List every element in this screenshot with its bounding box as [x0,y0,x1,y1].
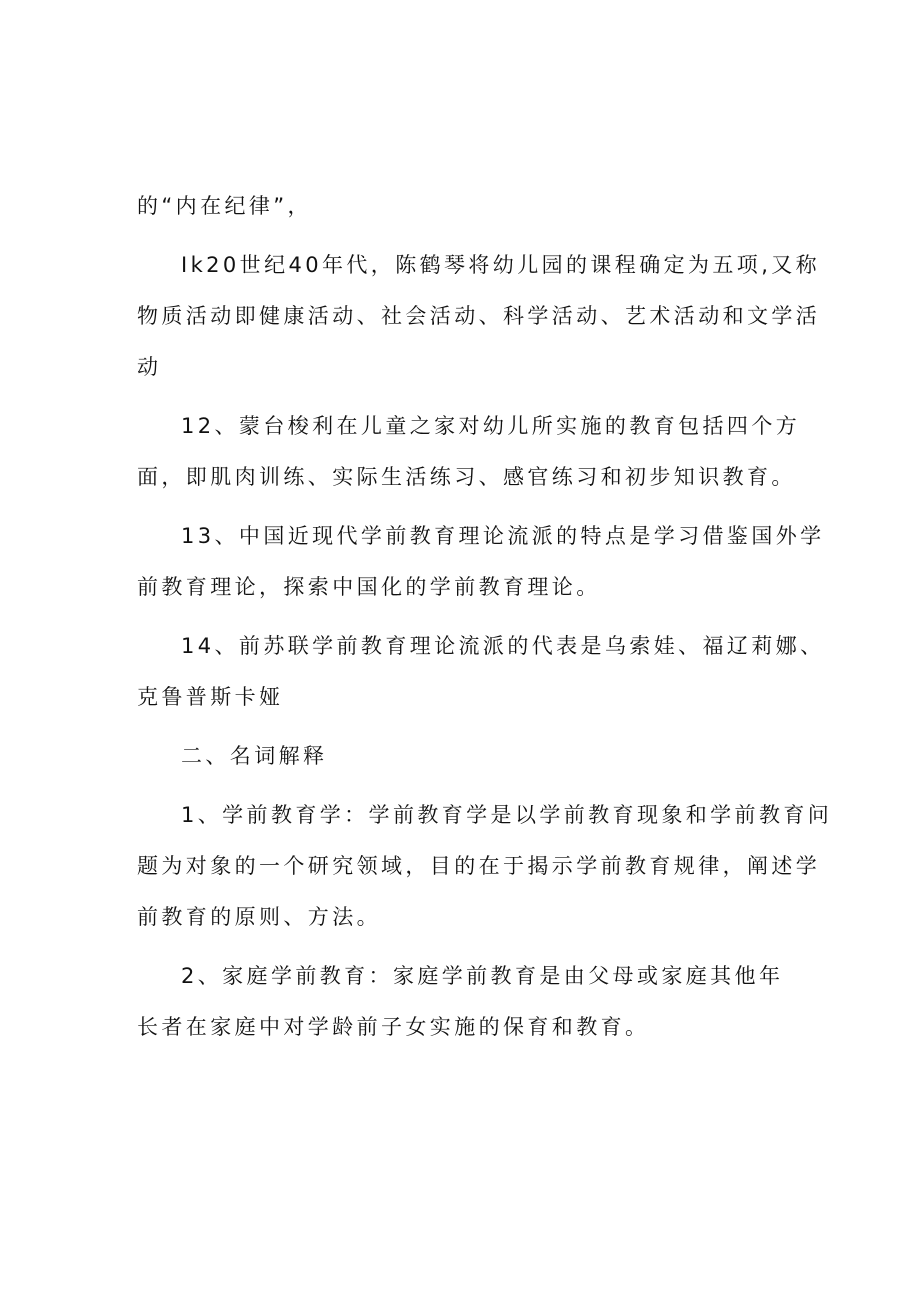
text-line: 长者在家庭中对学龄前子女实施的保育和教育。 [137,1015,650,1039]
text-line: 的“内在纪律”， [137,194,312,218]
text-line: 面，即肌肉训练、实际生活练习、感官练习和初步知识教育。 [137,465,796,489]
text-line: 物质活动即健康活动、社会活动、科学活动、艺术活动和文学活 [137,304,821,328]
paragraph-item-11 [137,240,821,393]
paragraph-item-13 [137,511,825,613]
text-line: 前教育理论，探索中国化的学前教育理论。 [137,575,601,599]
paragraph-definition-2 [137,951,789,1053]
text-line: 前教育的原则、方法。 [137,905,381,929]
paragraph-inner-discipline [137,181,789,232]
paragraph-definition-1 [137,790,833,943]
text-line: 动 [137,355,162,379]
document-body [137,181,833,1061]
text-line: 13、中国近现代学前教育理论流派的特点是学习借鉴国外学 [181,524,825,548]
text-line: 1、学前教育学：学前教育学是以学前教育现象和学前教育问 [181,803,833,827]
paragraph-item-12 [137,401,801,503]
section-heading-text: 二、名词解释 [181,744,328,768]
section-heading-term-definitions [137,731,789,782]
text-line: 2、家庭学前教育：家庭学前教育是由父母或家庭其他年 [181,964,784,988]
text-line: 14、前苏联学前教育理论流派的代表是乌索娃、福辽莉娜、 [181,634,825,658]
paragraph-item-14 [137,621,825,723]
text-line: Ik20世纪40年代，陈鹤琴将幼儿园的课程确定为五项,又称 [181,253,821,277]
text-line: 题为对象的一个研究领域，目的在于揭示学前教育规律，阐述学 [137,854,821,878]
text-line: 克鲁普斯卡娅 [137,685,284,709]
text-line: 12、蒙台梭利在儿童之家对幼儿所实施的教育包括四个方 [181,414,801,438]
